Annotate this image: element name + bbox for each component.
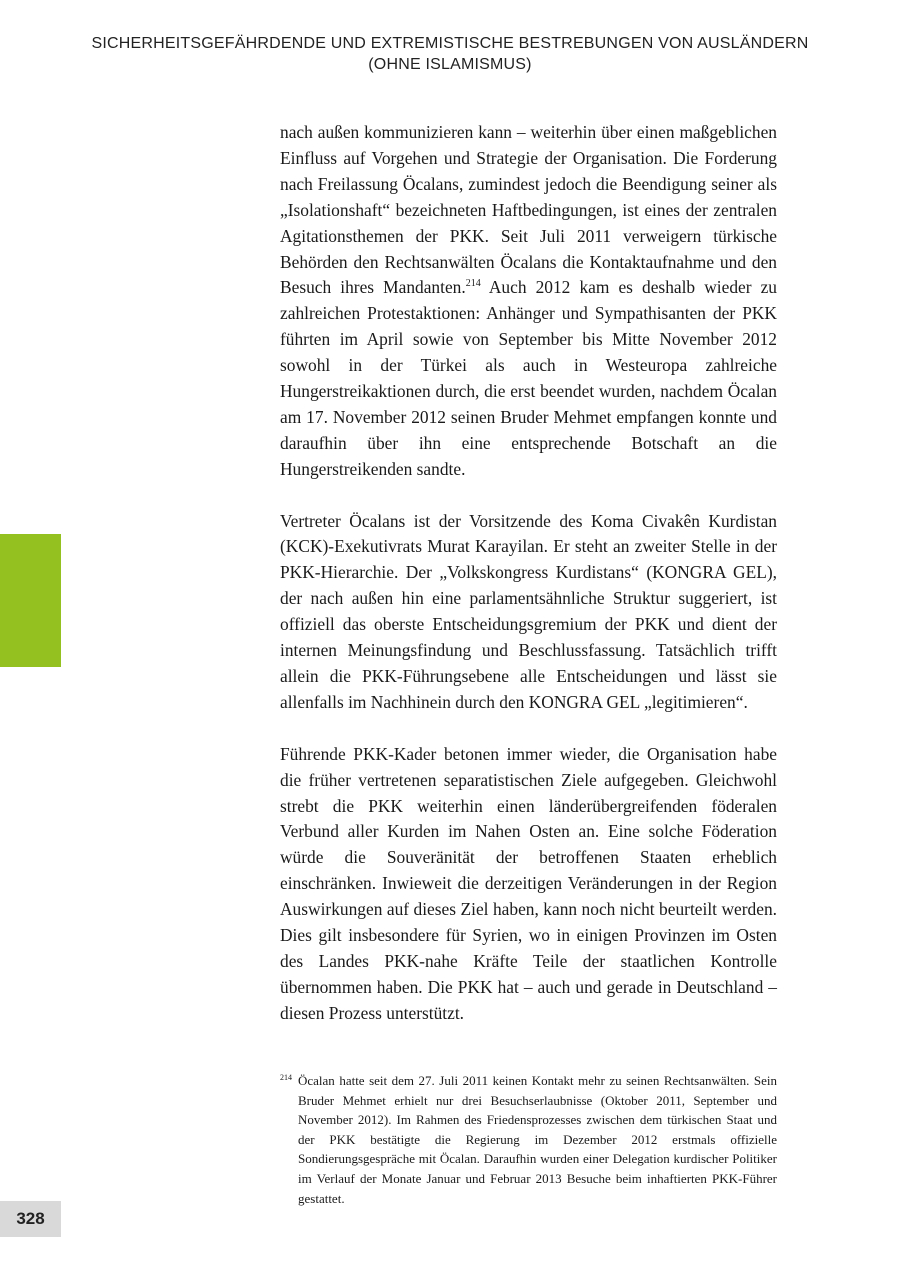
running-header bbox=[0, 33, 900, 75]
paragraph-1 bbox=[280, 120, 777, 483]
footnote-text: Öcalan hatte seit dem 27. Juli 2011 keinen Kontakt mehr zu seinen Rechtsanwälten. Sein Bruder Mehmet erhielt nur drei Besuchserlaubnisse (Oktober 2011, September und November 2012). Im Rahmen des Friedensprozesses zwischen dem türkischen Staat und der PKK bestätigte die Regierung im Dezember 2012 erstmals offizielle Sondierungsgespräche mit Öcalan. Daraufhin wurden einer Delegation kurdischer Politiker im Verlauf der Monate Januar und Februar 2013 Besuche beim inhaftierten PKK-Führer gestattet. bbox=[298, 1073, 777, 1206]
running-header-line-1: SICHERHEITSGEFÄHRDENDE UND EXTREMISTISCHE BESTREBUNGEN VON AUSLÄNDERN bbox=[91, 35, 809, 52]
footnote bbox=[280, 1071, 777, 1208]
chapter-side-tab bbox=[0, 534, 61, 667]
body-text bbox=[280, 120, 777, 1027]
footnote-number: 214 bbox=[280, 1073, 292, 1082]
paragraph-3: Führende PKK-Kader betonen immer wieder, die Organisation habe die früher vertretenen separatistischen Ziele aufgegeben. Gleichwohl strebt die PKK weiterhin einen länderübergreifenden föderalen Verbund aller Kurden im Nahen Osten an. Eine solche Föderation würde die Souveränität der betroffenen Staaten erheblich einschränken. Inwieweit die derzeitigen Veränderungen in der Region Auswirkungen auf dieses Ziel haben, kann noch nicht beurteilt werden. Dies gilt insbesondere für Syrien, wo in einigen Provinzen im Osten des Landes PKK-nahe Kräfte Teile der staatlichen Kontrolle übernommen haben. Die PKK hat – auch und gerade in Deutschland – diesen Prozess unterstützt. bbox=[280, 743, 777, 1023]
footnote-reference[interactable]: 214 bbox=[465, 278, 481, 290]
paragraph-2: Vertreter Öcalans ist der Vorsitzende des Koma Civakên Kurdistan (KCK)-Exekutivrats Murat Karayilan. Er steht an zweiter Stelle in der PKK-Hierarchie. Der „Volkskongress Kurdistans“ (KONGRA GEL), der nach außen hin eine parlamentsähnliche Struktur suggeriert, ist offiziell das oberste Entscheidungsgremium der PKK und dient der internen Meinungsfindung und Beschlussfassung. Tatsächlich trifft allein die PKK-Führungsebene alle Entscheidungen und lässt sie allenfalls im Nachhinein durch den KONGRA GEL „legitimieren“. bbox=[280, 510, 777, 712]
page-number: 328 bbox=[0, 1201, 61, 1237]
running-header-line-2: (OHNE ISLAMISMUS) bbox=[368, 56, 532, 73]
paragraph-1-text-a: nach außen kommunizieren kann – weiterhin über einen maßgeblichen Einfluss auf Vorgehen und Strategie der Organisation. Die Forderung nach Freilassung Öcalans, zumindest jedoch die Beendigung seiner als „Isolationshaft“ bezeichneten Haftbedingungen, ist eines der zentralen Agitationsthemen der PKK. Seit Juli 2011 verweigern türkische Behörden den Rechtsanwälten Öcalans die Kontaktaufnahme und den Besuch ihres Mandanten. bbox=[280, 122, 777, 298]
paragraph-1-text-b: Auch 2012 kam es deshalb wieder zu zahlreichen Protestaktionen: Anhänger und Sympathisanten der PKK führten im April sowie von September bis Mitte November 2012 sowohl in der Türkei als auch in Westeuropa zahlreiche Hungerstreikaktionen durch, die erst beendet wurden, nachdem Öcalan am 17. November 2012 seinen Bruder Mehmet empfangen konnte und daraufhin über ihn eine entsprechende Botschaft an die Hungerstreikenden sandte. bbox=[280, 277, 778, 479]
